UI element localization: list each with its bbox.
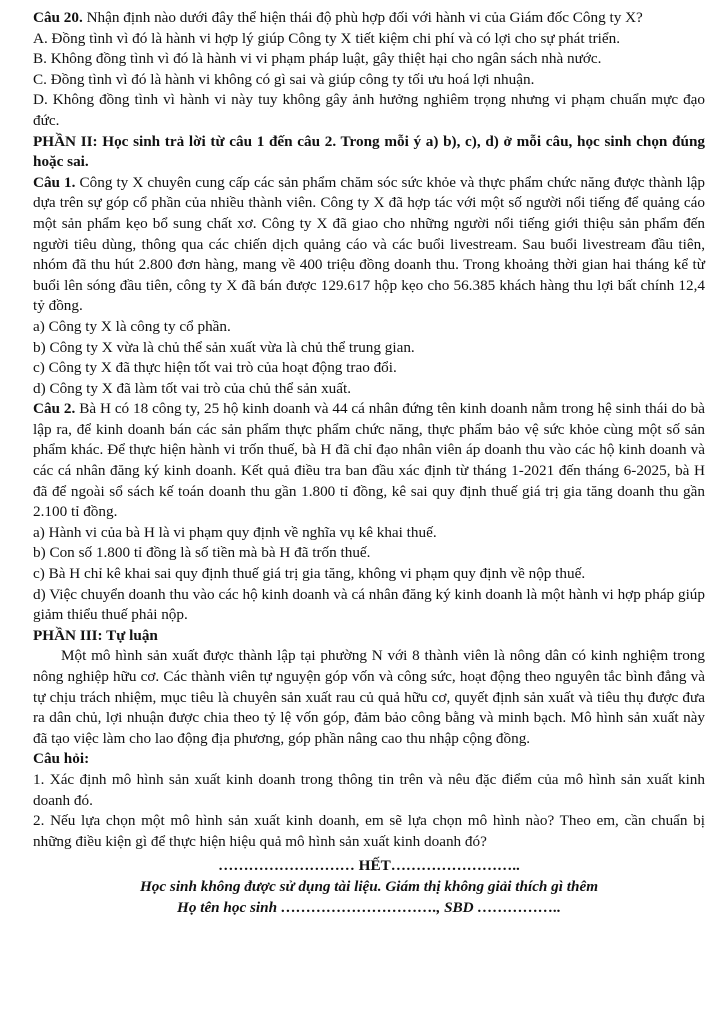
statement-2b: b) Con số 1.800 tỉ đồng là số tiền mà bà H đã trốn thuế. bbox=[33, 544, 371, 562]
statement-2a: a) Hành vi của bà H là vi phạm quy định về nghĩa vụ kê khai thuế. bbox=[33, 523, 437, 541]
statement-2d: d) Việc chuyển doanh thu vào các hộ kinh doanh và cá nhân đăng ký kinh doanh là một hành vi hợp pháp giúp giảm thiểu thuế phải nộp. bbox=[33, 585, 705, 624]
statement-1d: d) Công ty X đã làm tốt vai trò của chủ thể sản xuất. bbox=[33, 379, 352, 397]
statement-1b: b) Công ty X vừa là chủ thể sản xuất vừa là chủ thể trung gian. bbox=[33, 338, 415, 356]
question-1-label: Câu 1. bbox=[33, 173, 76, 191]
statement-1c: c) Công ty X đã thực hiện tốt vai trò của hoạt động trao đổi. bbox=[33, 359, 397, 377]
option-d: D. Không đồng tình vì hành vi này tuy không gây ảnh hưởng nghiêm trọng nhưng vi phạm chuẩn mực đạo đức. bbox=[33, 91, 705, 129]
questions-label: Câu hỏi: bbox=[33, 750, 90, 768]
question-20-stem: Câu 20. Nhận định nào dưới đây thể hiện thái độ phù hợp đối với hành vi của Giám đốc Công ty X? bbox=[33, 9, 643, 26]
statement-2c: c) Bà H chỉ kê khai sai quy định thuế giá trị gia tăng, không vi phạm quy định về nộp thuế. bbox=[33, 565, 586, 583]
student-info-line: Họ tên học sinh …………………………., SBD …………….. bbox=[177, 898, 561, 916]
option-a: A. Đồng tình vì đó là hành vi hợp lý giúp Công ty X tiết kiệm chi phí và có lợi cho sự phát triển. bbox=[33, 29, 621, 47]
essay-question-1: 1. Xác định mô hình sản xuất kinh doanh trong thông tin trên và nêu đặc điểm của mô hình sản xuất kinh doanh đó. bbox=[33, 770, 705, 809]
option-b: B. Không đồng tình vì đó là hành vi vi phạm pháp luật, gây thiệt hại cho ngân sách nhà nước. bbox=[33, 50, 602, 68]
essay-question-2: 2. Nếu lựa chọn một mô hình sản xuất kinh doanh, em sẽ lựa chọn mô hình nào? Theo em, cần chuẩn bị những điều kiện gì để thực hiện hiệu quả mô hình sản xuất kinh doanh đó? bbox=[33, 812, 705, 850]
question-20 bbox=[33, 8, 705, 132]
question-2-label: Câu 2. bbox=[33, 400, 76, 418]
part-2-heading: PHẦN II: Học sinh trả lời từ câu 1 đến câu 2. Trong mỗi ý a) b), c), d) ở mỗi câu, học sinh chọn đúng hoặc sai. bbox=[33, 132, 705, 171]
exam-note: Học sinh không được sử dụng tài liệu. Giám thị không giải thích gì thêm bbox=[139, 877, 599, 895]
question-1-text: Câu 1. Công ty X chuyên cung cấp các sản phẩm chăm sóc sức khỏe và thực phẩm chức năng được thành lập dựa trên sự góp cổ phần của nhiều thành viên. Công ty X đã hợp tác với một số người nổi tiếng để quảng cáo một sản phẩm kẹo bổ sung chất xơ. Công ty X đã giao cho những người nổi tiếng giới thiệu sản phẩm đến người tiêu dùng, thông qua các chiến dịch quảng cáo và các buổi livestream. Sau buổi livestream đầu tiên, nhóm đã thu hút 2.800 đơn hàng, mang về 400 triệu đồng doanh thu. Trong khoảng thời gian hai tháng kể từ buổi lên sóng đầu tiên, công ty X đã bán được 129.617 hộp kẹo cho 56.385 khách hàng thu lợi bất chính 12,4 tỷ đồng. bbox=[33, 173, 705, 315]
question-20-label: Câu 20. bbox=[33, 9, 83, 26]
question-2-text: Câu 2. Bà H có 18 công ty, 25 hộ kinh doanh và 44 cá nhân đứng tên kinh doanh nằm trong hệ sinh thái do bà lập ra, để kinh doanh bán các sản phẩm thực phẩm chức năng, thực phẩm bảo vệ sức khỏe cùng một số sản phẩm khác. Để thực hiện hành vi trốn thuế, bà H đã chỉ đạo nhân viên áp doanh thu vào các hộ kinh doanh và các cá nhân đăng ký kinh doanh. Kết quả điều tra ban đầu xác định từ tháng 1-2021 đến tháng 6-2025, bà H đã để ngoài sổ sách kế toán doanh thu gần 1.800 tỉ đồng, kê sai quy định thuế giá trị gia tăng doanh thu gần 2.100 tỉ đồng. bbox=[33, 400, 705, 521]
statement-1a: a) Công ty X là công ty cổ phần. bbox=[33, 317, 231, 335]
part-3-heading: PHẦN III: Tự luận bbox=[33, 626, 158, 644]
part-3-passage: Một mô hình sản xuất được thành lập tại phường N với 8 thành viên là nông dân có kinh nghiệm trong nông nghiệp hữu cơ. Các thành viên tự nguyện góp vốn và công sức, hoạt động theo nguyên tắc bình đẳng và tự chịu trách nhiệm, mục tiêu là chuyên sản xuất rau củ quả hữu cơ, quyết định sản xuất và tiêu thụ được đưa ra dân chủ, lợi nhuận được chia theo tỷ lệ vốn góp, đảm bảo công bằng và minh bạch. Mô hình sản xuất này đã tạo việc làm cho lao động địa phương, góp phần nâng cao thu nhập cộng đồng. bbox=[33, 647, 705, 747]
option-c: C. Đồng tình vì đó là hành vi không có gì sai và giúp công ty tối ưu hoá lợi nhuận. bbox=[33, 70, 535, 88]
end-marker: ……………………… HẾT…………………….. bbox=[218, 857, 520, 875]
part-2-question-2 bbox=[33, 399, 705, 626]
part-2-question-1 bbox=[33, 173, 705, 400]
